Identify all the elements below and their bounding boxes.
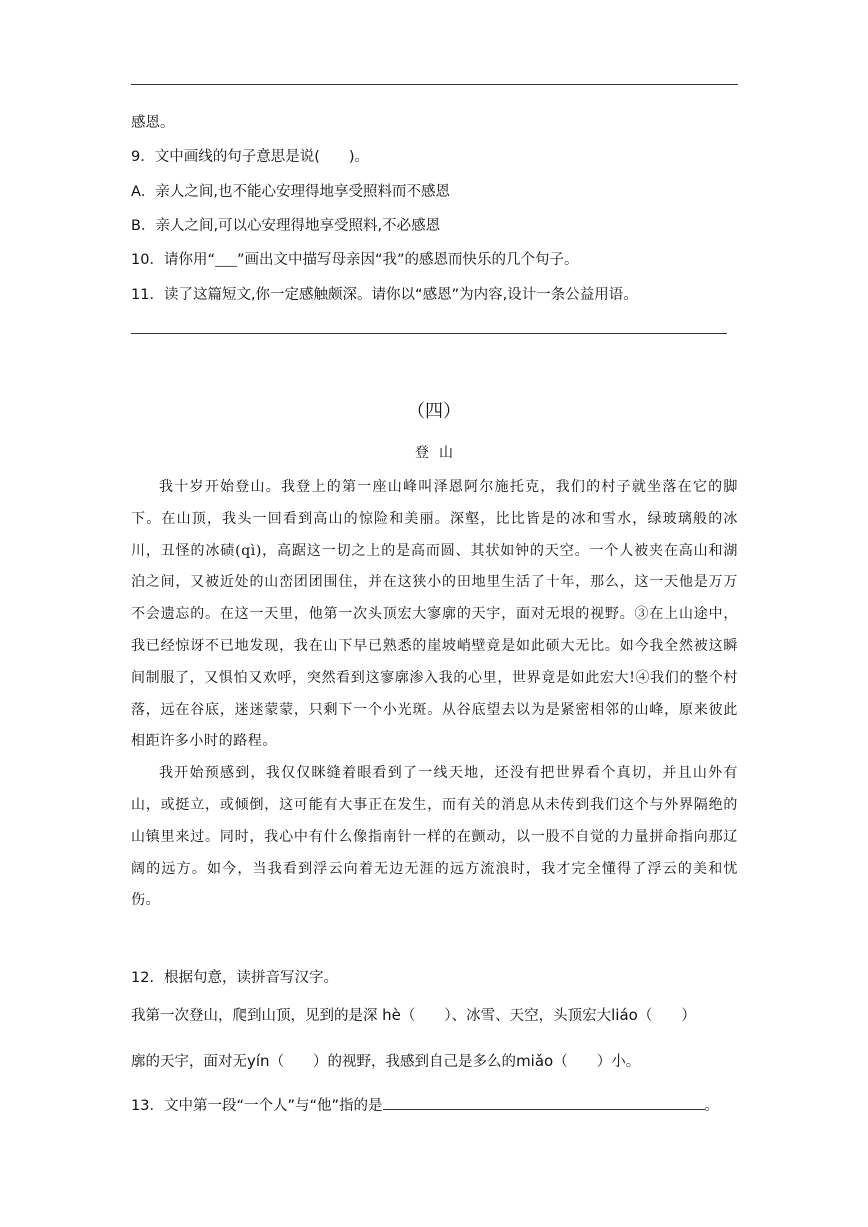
q12-line2-b[interactable]: （ ）的视野，我感到自己是多么的 (269, 1054, 517, 1070)
q12-line1-c[interactable]: （ ） (637, 1008, 696, 1024)
q12-line2-c[interactable]: （ ）小。 (553, 1054, 641, 1070)
question-10-lead: 10．请你用“ (131, 252, 215, 268)
question-13-lead: 13．文中第一段“一个人”与“他”指的是 (131, 1098, 383, 1114)
q12-line1-b[interactable]: （ ）、冰雪、天空，头顶宏大 (400, 1008, 612, 1024)
passage-paragraph-2: 我开始预感到，我仅仅眯缝着眼看到了一线天地，还没有把世界看个真切，并且山外有山，或挺立，或倾倒，这可能有大事正在发生，而有关的消息从未传到我们这个与外界隔绝的山镇里来过。同时，我心中有什么像指南针一样的在颤动，以一股不自觉的力量拼命指向那辽阔的远方。如今，当我看到浮云向着无边无涯的远方流浪时，我才完全懂得了浮云的美和忧伤。 (131, 765, 738, 909)
pinyin-he: hè (382, 1006, 401, 1024)
answer-line-q11[interactable] (131, 333, 727, 334)
question-13 (131, 1095, 719, 1116)
pinyin-liao: liáo (611, 1006, 638, 1024)
answer-blank-q13[interactable] (383, 1095, 705, 1110)
passage-paragraph-1: 我十岁开始登山。我登上的第一座山峰叫泽恩阿尔施托克，我们的村子就坐落在它的脚下。在山顶，我头一回看到高山的惊险和美丽。深壑，比比皆是的冰和雪水，绿玻璃般的冰川，丑怪的冰碛(qì)，高踞这一切之上的是高而圆、其状如钟的天空。一个人被夹在高山和湖泊之间，又被近处的山峦团团围住，并在这狭小的田地里生活了十年，那么，这一天他是万万不会遗忘的。在这一天里，他第一次头顶宏大寥廓的天宇，面对无垠的视野。③在上山途中，我已经惊讶不已地发现，我在山下早已熟悉的崖坡峭壁竟是如此硕大无比。如今我全然被这瞬间制服了，又惧怕又欢呼，突然看到这寥廓渗入我的心里，世界竟是如此宏大!④我们的整个村落，远在谷底，迷迷蒙蒙，只剩下一个小光斑。从谷底望去以为是紧密相邻的山峰，原来彼此相距许多小时的路程。 (131, 479, 738, 750)
question-11: 11．读了这篇短文,你一定感触颇深。请你以“感恩”为内容,设计一条公益用语。 (131, 287, 638, 303)
question-9-option-b: B．亲人之间,可以心安理得地享受照料,不必感恩 (131, 218, 441, 234)
q12-line2-a: 廓的天宇，面对无 (131, 1054, 247, 1070)
question-13-end: 。 (704, 1098, 719, 1114)
question-10 (131, 250, 579, 271)
question-12-line-2 (131, 1051, 640, 1072)
previous-answer-tail: 感恩。 (131, 115, 175, 131)
question-12-line-1 (131, 1005, 696, 1026)
passage-title: 登山 (415, 445, 463, 461)
question-10-rest: ”画出文中描写母亲因“我”的感恩而快乐的几个句子。 (236, 252, 579, 268)
pinyin-miao: miǎo (516, 1052, 554, 1070)
question-9: 9．文中画线的句子意思是说( )。 (131, 149, 370, 165)
answer-line-top (131, 84, 738, 85)
underline-mark-sample: ____ (214, 254, 237, 267)
pinyin-yin: yín (247, 1052, 270, 1070)
question-12: 12．根据句意，读拼音写汉字。 (131, 970, 338, 986)
question-9-option-a: A．亲人之间,也不能心安理得地享受照料而不感恩 (131, 184, 451, 200)
section-heading: （四） (407, 401, 461, 422)
passage (131, 472, 738, 917)
q12-line1-a: 我第一次登山，爬到山顶，见到的是深 (131, 1008, 378, 1024)
